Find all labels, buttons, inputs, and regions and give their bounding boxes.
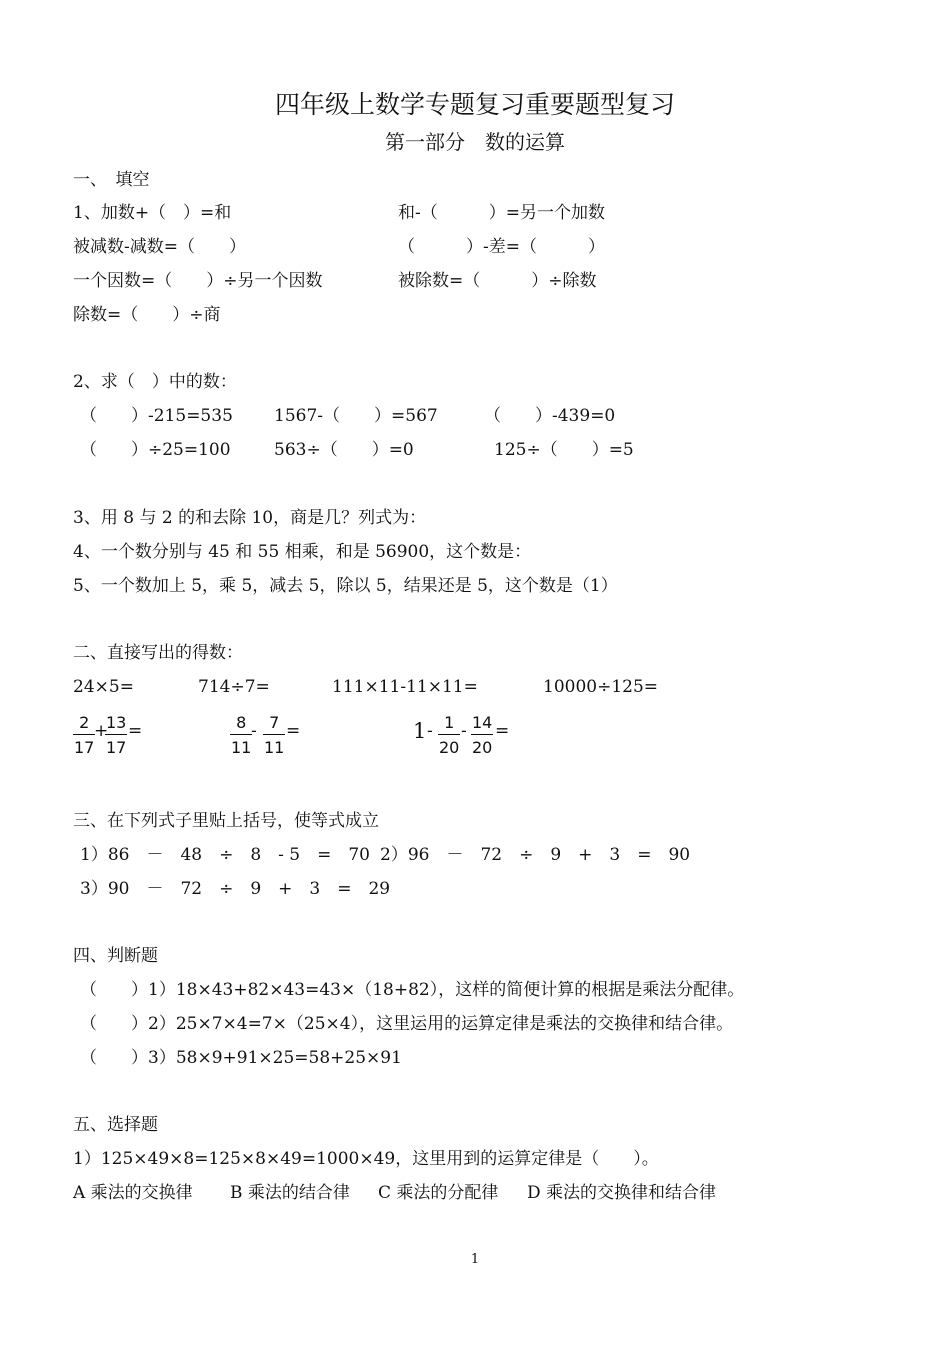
fraction-bar xyxy=(263,734,285,735)
fraction xyxy=(263,713,285,757)
fraction-denominator: 17 xyxy=(106,738,127,757)
judge-item: （ ）3）58×9+91×25=58+25×91 xyxy=(80,1048,402,1068)
fraction-denominator: 11 xyxy=(264,738,285,757)
q2-item: （ ）÷25=100 xyxy=(80,440,231,460)
fraction-bar xyxy=(438,734,460,735)
judge-item: （ ）2）25×7×4=7×（25×4），这里运用的运算定律是乘法的交换律和结合律。 xyxy=(80,1014,734,1034)
q1-line-b: 和-（ ）=另一个加数 xyxy=(398,203,605,223)
q2-item: 1567-（ ）=567 xyxy=(274,406,438,426)
q5-text: 5、一个数加上 5，乘 5，减去 5，除以 5，结果还是 5，这个数是（1） xyxy=(73,576,618,596)
choice-option-b: B 乘法的结合律 xyxy=(230,1183,350,1203)
integer-one: 1 xyxy=(413,719,427,743)
calc-item: 111×11-11×11= xyxy=(332,677,478,697)
calc-item: 10000÷125= xyxy=(543,677,659,697)
minus-sign: - xyxy=(461,721,467,741)
q1-line-a: 1、加数+（ ）=和 xyxy=(73,203,232,223)
q2-item: （ ）-215=535 xyxy=(80,406,233,426)
fraction-numerator: 7 xyxy=(269,713,280,732)
fraction-denominator: 20 xyxy=(439,738,460,757)
plus-sign: + xyxy=(94,721,109,741)
choice-option-a: A 乘法的交换律 xyxy=(73,1183,193,1203)
q1-line-f: 被除数=（ ）÷除数 xyxy=(398,271,597,291)
page-title: 四年级上数学专题复习重要题型复习 xyxy=(274,90,675,119)
fraction-numerator: 8 xyxy=(236,713,247,732)
equals-sign: = xyxy=(128,721,143,741)
fraction-numerator: 1 xyxy=(444,713,455,732)
fraction-bar xyxy=(105,734,127,735)
fraction-numerator: 14 xyxy=(472,713,493,732)
fraction-bar xyxy=(230,734,252,735)
calc-item: 24×5= xyxy=(73,677,134,697)
minus-sign: - xyxy=(251,721,257,741)
fraction xyxy=(73,713,95,757)
section-1-heading: 一、 填空 xyxy=(73,170,150,190)
fraction xyxy=(230,713,252,757)
q2-item: 125÷（ ）=5 xyxy=(494,440,634,460)
section-5-heading: 五、选择题 xyxy=(73,1115,158,1135)
fraction-numerator: 2 xyxy=(79,713,90,732)
choice-option-d: D 乘法的交换律和结合律 xyxy=(527,1183,717,1203)
section-3-heading: 三、在下列式子里贴上括号，使等式成立 xyxy=(73,811,379,831)
fraction xyxy=(438,713,460,757)
q4-text: 4、一个数分别与 45 和 55 相乘，和是 56900，这个数是： xyxy=(73,542,532,562)
equals-sign: = xyxy=(286,721,301,741)
page-number: 1 xyxy=(470,1252,480,1267)
bracket-item: 2）96 － 72 ÷ 9 + 3 = 90 xyxy=(380,845,691,865)
minus-sign: - xyxy=(427,721,433,741)
fraction-denominator: 20 xyxy=(472,738,493,757)
q2-item: （ ）-439=0 xyxy=(484,406,616,426)
q1-line-d: （ ）-差=（ ） xyxy=(398,237,605,257)
fraction xyxy=(105,713,127,757)
q1-line-e: 一个因数=（ ）÷另一个因数 xyxy=(73,271,323,291)
fraction-denominator: 17 xyxy=(74,738,95,757)
bracket-item: 1）86 － 48 ÷ 8 - 5 = 70 xyxy=(80,845,370,865)
q2-item: 563÷（ ）=0 xyxy=(274,440,414,460)
equals-sign: = xyxy=(495,721,510,741)
bracket-item: 3）90 － 72 ÷ 9 + 3 = 29 xyxy=(80,879,391,899)
fraction xyxy=(471,713,493,757)
fraction-numerator: 13 xyxy=(106,713,127,732)
section-2-heading: 二、直接写出的得数： xyxy=(73,643,243,663)
fraction-bar xyxy=(471,734,493,735)
fraction-denominator: 11 xyxy=(231,738,252,757)
fraction-bar xyxy=(73,734,95,735)
choice-option-c: C 乘法的分配律 xyxy=(378,1183,499,1203)
q3-text: 3、用 8 与 2 的和去除 10，商是几？列式为： xyxy=(73,508,427,528)
calc-item: 714÷7= xyxy=(198,677,270,697)
q1-line-g: 除数=（ ）÷商 xyxy=(73,305,221,325)
q1-line-c: 被减数-减数=（ ） xyxy=(73,237,246,257)
q2-heading: 2、求（ ）中的数： xyxy=(73,372,237,392)
choice-question: 1）125×49×8=125×8×49=1000×49，这里用到的运算定律是（ ）。 xyxy=(73,1149,659,1169)
page-subtitle: 第一部分 数的运算 xyxy=(385,130,565,154)
judge-item: （ ）1）18×43+82×43=43×（18+82），这样的简便计算的根据是乘法分配律。 xyxy=(80,980,745,1000)
section-4-heading: 四、判断题 xyxy=(73,946,158,966)
